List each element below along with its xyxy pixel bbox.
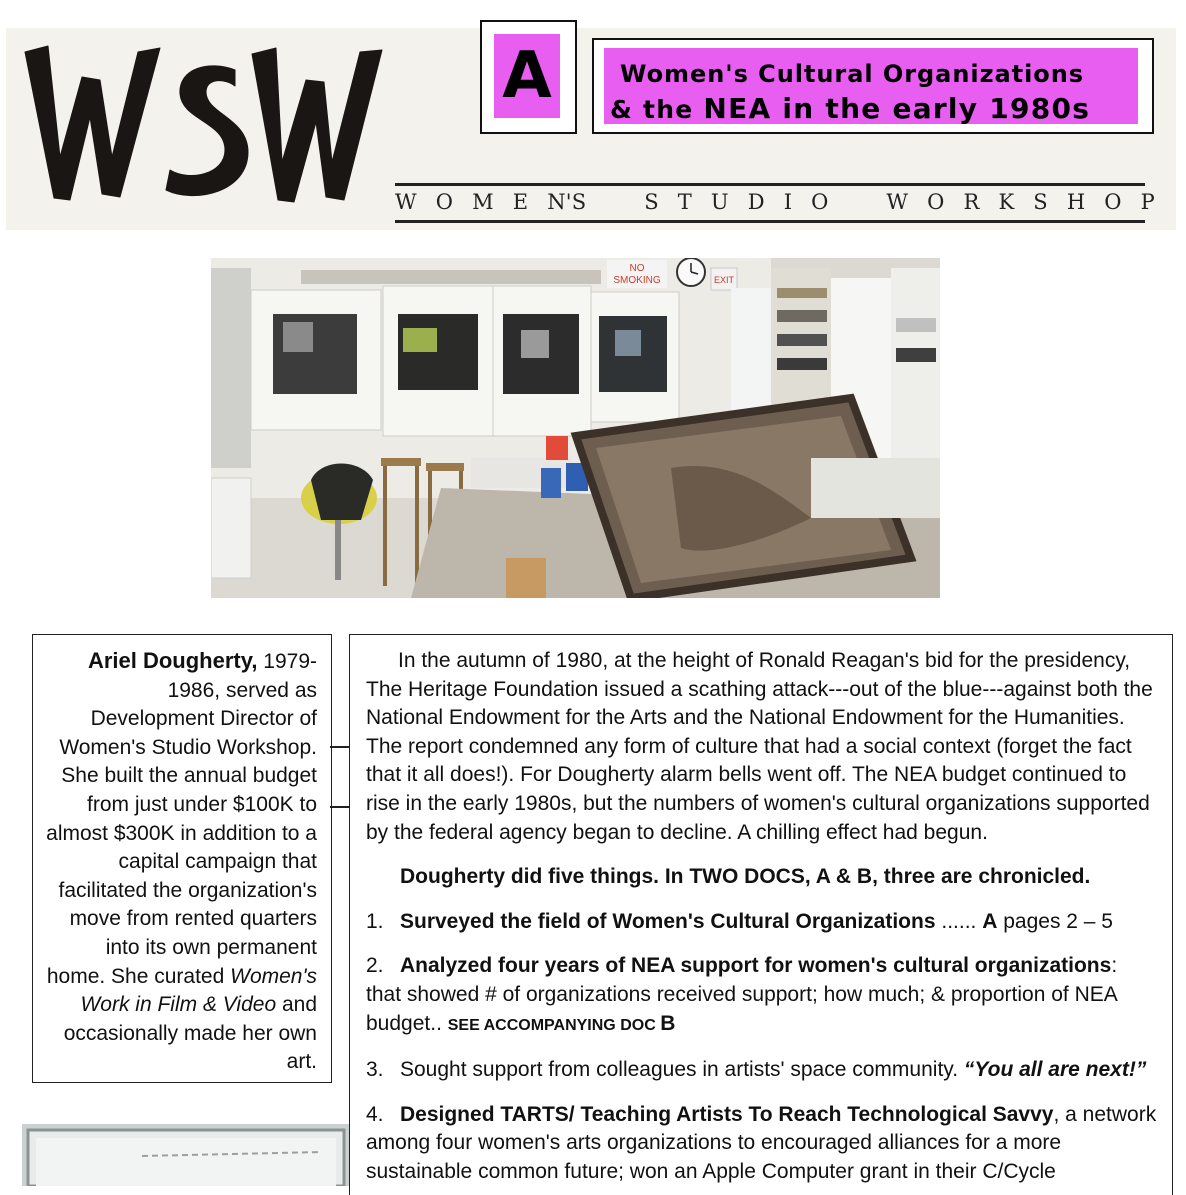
wsw-logo [20, 22, 390, 212]
logo-rule-top [395, 183, 1145, 186]
logo-subtitle-letter: O [811, 190, 829, 214]
bottom-photo-graphic [22, 1124, 350, 1186]
logo-subtitle-letter: H [1066, 190, 1086, 214]
logo-subtitle-letter: E [512, 190, 529, 214]
title-line-1: Women's Cultural Organizations [620, 60, 1085, 88]
logo-subtitle-letter: P [1140, 190, 1155, 214]
logo-subtitle-letter: N'S [547, 190, 587, 214]
title-line-2-prefix: & the [610, 95, 704, 124]
studio-photo-graphic [211, 258, 940, 598]
list-item-4 [366, 1101, 1158, 1187]
logo-subtitle-letter: S [644, 190, 659, 214]
bio-text [42, 647, 317, 1077]
list-item-2 [366, 952, 1158, 1040]
title-banner-fill [604, 48, 1138, 124]
list-item-number: 1. [366, 909, 384, 933]
logo-subtitle-letter: U [710, 190, 729, 214]
summary-paragraph: Dougherty did five things. In TWO DOCS, A & B, three are chronicled. [400, 865, 1091, 889]
logo-subtitle [395, 190, 1155, 218]
studio-photo [211, 258, 940, 598]
doc-letter: A [494, 34, 560, 118]
logo-subtitle-letter: T [677, 190, 692, 214]
logo-subtitle-letter: K [998, 190, 1015, 214]
logo-subtitle-letter: O [1104, 190, 1122, 214]
list-item-text: Sought support from colleagues in artists' space community. [400, 1058, 964, 1082]
list-item-number: 4. [366, 1102, 384, 1126]
bio-sidebar [32, 634, 332, 1083]
logo-subtitle-letter: S [1033, 190, 1048, 214]
bio-text-part-1: 1979-1986, served as Development Director of Women's Studio Workshop. She built the annual budget from just under $100K to almost $300K in addition to a capital campaign that facilitated the organization's move from rented quarters into its own permanent home. She curated [46, 650, 317, 988]
logo-subtitle-letter: D [747, 190, 765, 214]
photo-sign-exit: EXIT [713, 275, 735, 285]
wsw-logo-graphic [20, 22, 390, 212]
see-doc-note: SEE ACCOMPANYING DOC [447, 1016, 661, 1034]
title-line-2 [610, 92, 1090, 125]
bio-work-title: Women's Work in Film & Video [80, 964, 317, 1017]
logo-subtitle-letter: R [963, 190, 980, 214]
list-item-doc: B [660, 1011, 676, 1035]
list-item-rest: , a network among four women's arts organizations to encouraged alliances for a more sustainable common future; won an Apple Computer grant in their C/Cycle [366, 1102, 1157, 1183]
list-item-1 [366, 908, 1158, 937]
title-line-2-main: NEA in the early 1980s [703, 92, 1091, 125]
list-item-rest: : that showed # of organizations received support; how much; & proportion of NEA budget.. [366, 954, 1118, 1035]
photo-sign-no: NO [629, 263, 645, 274]
logo-rule-bottom [395, 220, 1145, 223]
list-item-rest: pages 2 – 5 [997, 909, 1113, 933]
list-item-bold: Surveyed the field of Women's Cultural Organizations [400, 909, 936, 933]
connector-line [330, 806, 350, 808]
logo-subtitle-letter: O [927, 190, 945, 214]
logo-subtitle-letter: W [395, 190, 417, 214]
bottom-photo [22, 1124, 350, 1186]
list-item-3 [366, 1056, 1158, 1085]
photo-sign-smoking: SMOKING [613, 275, 661, 286]
connector-line [330, 746, 350, 748]
list-item-bold: Analyzed four years of NEA support for women's cultural organizations [400, 954, 1112, 978]
bio-text-part-2: and occasionally made her own art. [63, 993, 317, 1074]
logo-subtitle-letter: I [783, 190, 793, 214]
main-text [366, 647, 1158, 1187]
list-item-quote: “You all are next!” [963, 1058, 1147, 1082]
logo-subtitle-letter: O [435, 190, 454, 214]
doc-letter-badge [480, 20, 577, 134]
logo-subtitle-letter: W [886, 190, 909, 214]
list-item-dots: ...... [935, 909, 983, 933]
list-item-number: 3. [366, 1058, 384, 1082]
main-text-box [349, 634, 1173, 1195]
intro-paragraph: In the autumn of 1980, at the height of Ronald Reagan's bid for the presidency, The Heritage Foundation issued a scathing attack---out of the blue---against both the National Endowment for the Arts and the National Endowment for the Humanities. The report condemned any form of culture that had a social context (forget the fact that it all does!). For Dougherty alarm bells went off. The NEA budget continued to rise in the early 1980s, but the numbers of women's cultural organizations supported by the federal agency began to decline. A chilling effect had begun. [366, 649, 1153, 844]
list-item-bold: Designed TARTS/ Teaching Artists To Reach Technological Savvy [400, 1102, 1054, 1126]
logo-subtitle-letter: M [472, 190, 494, 214]
bio-name: Ariel Dougherty, [87, 648, 258, 673]
list-item-doc: A [982, 909, 998, 933]
title-banner [592, 38, 1154, 134]
list-item-number: 2. [366, 954, 384, 978]
